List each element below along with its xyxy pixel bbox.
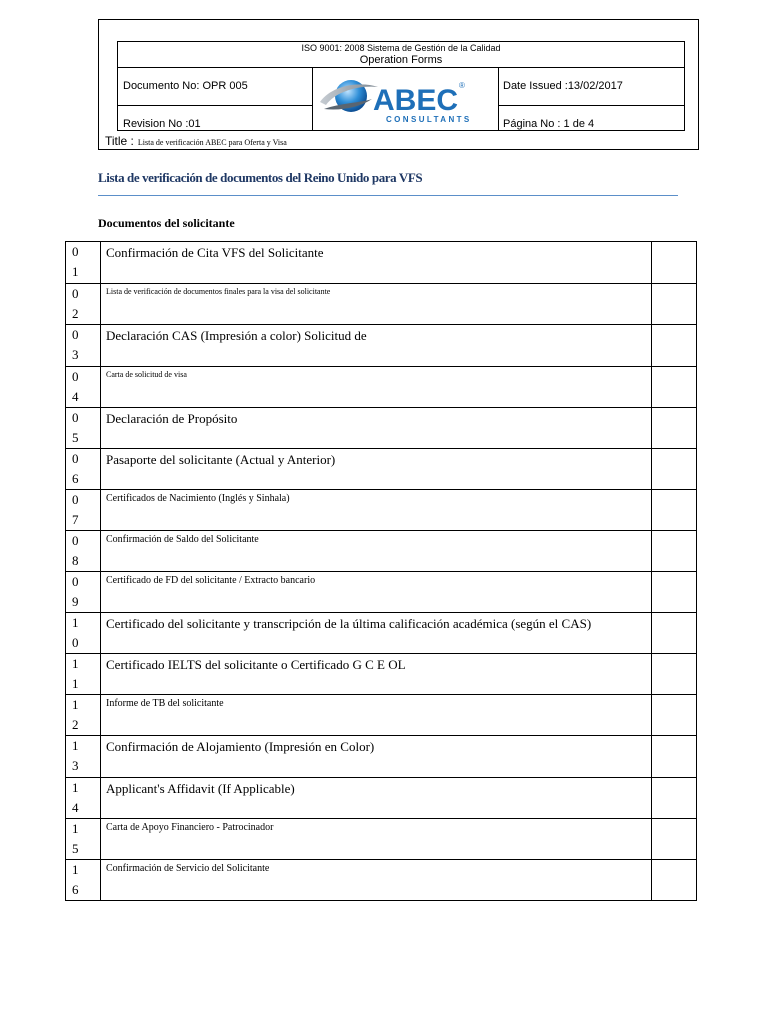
- row-number: 1 2: [66, 695, 101, 736]
- check-box[interactable]: [652, 654, 697, 695]
- row-text: Declaración de Propósito: [101, 408, 652, 449]
- check-box[interactable]: [652, 490, 697, 531]
- check-box[interactable]: [652, 242, 697, 284]
- row-text: Pasaporte del solicitante (Actual y Anterior): [101, 449, 652, 490]
- section-title: Documentos del solicitante: [98, 216, 235, 230]
- logo-registered: ®: [459, 81, 465, 90]
- row-number: 0 4: [66, 367, 101, 408]
- check-box[interactable]: [652, 613, 697, 654]
- heading-rule: [98, 195, 678, 196]
- table-row: [66, 778, 697, 819]
- row-number: 0 3: [66, 325, 101, 367]
- check-box[interactable]: [652, 819, 697, 860]
- table-row: [66, 654, 697, 695]
- row-text: Certificados de Nacimiento (Inglés y Sinhala): [101, 490, 652, 531]
- row-number: 1 4: [66, 778, 101, 819]
- row-number: 1 3: [66, 736, 101, 778]
- table-row: [66, 531, 697, 572]
- check-box[interactable]: [652, 736, 697, 778]
- iso-banner: [118, 42, 684, 68]
- check-box[interactable]: [652, 860, 697, 901]
- globe-swoosh-icon: [314, 69, 498, 129]
- checklist-table: [65, 241, 697, 901]
- row-number: 0 6: [66, 449, 101, 490]
- table-row: [66, 242, 697, 284]
- check-box[interactable]: [652, 325, 697, 367]
- row-number: 0 8: [66, 531, 101, 572]
- row-number: 0 5: [66, 408, 101, 449]
- header-right-cells: [498, 68, 684, 130]
- header-title: [105, 134, 287, 148]
- check-box[interactable]: [652, 531, 697, 572]
- row-text: Applicant's Affidavit (If Applicable): [101, 778, 652, 819]
- revision-number: Revision No :01: [123, 118, 201, 130]
- date-issued: Date Issued :13/02/2017: [499, 68, 684, 106]
- header-grid: [117, 41, 685, 131]
- table-row: [66, 860, 697, 901]
- row-text: Confirmación de Saldo del Solicitante: [101, 531, 652, 572]
- table-row: [66, 408, 697, 449]
- iso-line: ISO 9001: 2008 Sistema de Gestión de la Calidad: [301, 43, 501, 53]
- table-row: [66, 736, 697, 778]
- check-box[interactable]: [652, 408, 697, 449]
- forms-line: Operation Forms: [359, 54, 443, 66]
- check-box[interactable]: [652, 695, 697, 736]
- table-row: [66, 449, 697, 490]
- row-text: Declaración CAS (Impresión a color) Solicitud de: [101, 325, 652, 367]
- row-text: Carta de solicitud de visa: [101, 367, 652, 408]
- page-number: Página No : 1 de 4: [503, 118, 595, 130]
- row-number: 0 9: [66, 572, 101, 613]
- row-text: Certificado del solicitante y transcripción de la última calificación académica (según el CAS): [101, 613, 652, 654]
- table-row: [66, 613, 697, 654]
- table-row: [66, 819, 697, 860]
- check-box[interactable]: [652, 778, 697, 819]
- title-label: Title :: [105, 134, 134, 148]
- table-row: [66, 325, 697, 367]
- check-box[interactable]: [652, 284, 697, 325]
- row-text: Certificado de FD del solicitante / Extracto bancario: [101, 572, 652, 613]
- row-text: Informe de TB del solicitante: [101, 695, 652, 736]
- row-number: 0 2: [66, 284, 101, 325]
- row-text: Lista de verificación de documentos finales para la visa del solicitante: [101, 284, 652, 325]
- logo-tagline: CONSULTANTS: [386, 115, 472, 124]
- row-text: Carta de Apoyo Financiero - Patrocinador: [101, 819, 652, 860]
- row-number: 0 1: [66, 242, 101, 284]
- table-row: [66, 572, 697, 613]
- logo-brand: ABEC: [373, 84, 459, 117]
- header-left-cells: [118, 68, 313, 130]
- row-text: Confirmación de Alojamiento (Impresión en Color): [101, 736, 652, 778]
- check-box[interactable]: [652, 572, 697, 613]
- row-text: Confirmación de Cita VFS del Solicitante: [101, 242, 652, 284]
- check-box[interactable]: [652, 449, 697, 490]
- check-box[interactable]: [652, 367, 697, 408]
- row-number: 1 1: [66, 654, 101, 695]
- row-text: Certificado IELTS del solicitante o Certificado G C E OL: [101, 654, 652, 695]
- abec-logo: [314, 69, 498, 129]
- document-heading: Lista de verificación de documentos del Reino Unido para VFS: [98, 170, 423, 185]
- document-number: Documento No: OPR 005: [118, 68, 312, 106]
- row-number: 1 5: [66, 819, 101, 860]
- row-number: 0 7: [66, 490, 101, 531]
- table-row: [66, 695, 697, 736]
- table-row: [66, 367, 697, 408]
- table-row: [66, 490, 697, 531]
- row-text: Confirmación de Servicio del Solicitante: [101, 860, 652, 901]
- row-number: 1 6: [66, 860, 101, 901]
- row-number: 1 0: [66, 613, 101, 654]
- title-value: Lista de verificación ABEC para Oferta y Visa: [137, 138, 287, 147]
- table-row: [66, 284, 697, 325]
